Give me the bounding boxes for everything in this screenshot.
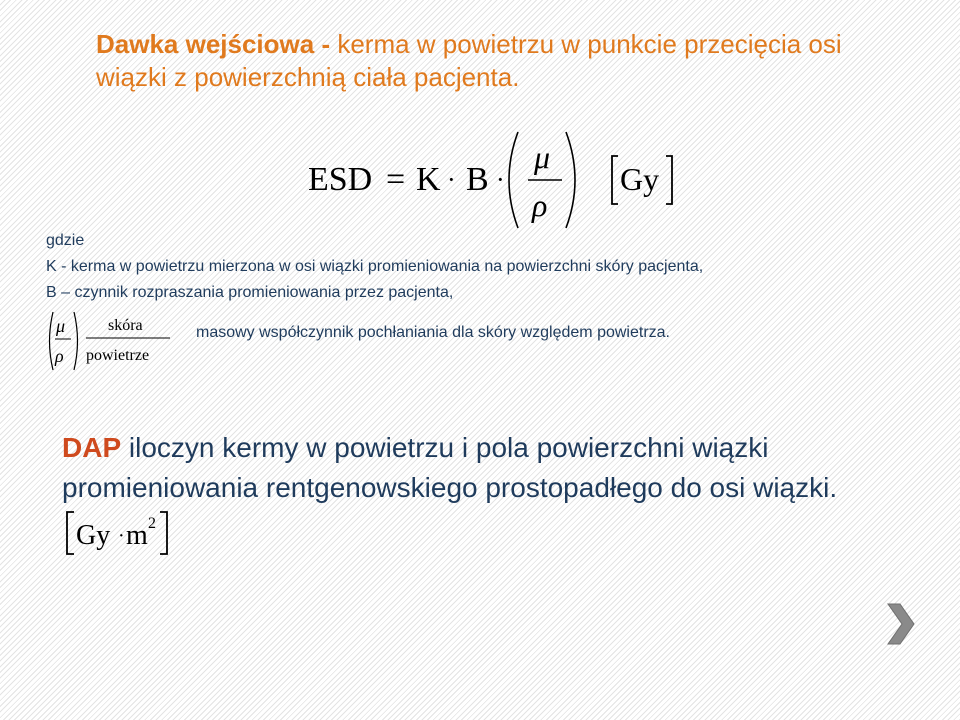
formula-dot-2: · — [496, 165, 505, 194]
ratio-left-paren — [50, 312, 54, 370]
formula-dot-1: · — [447, 165, 456, 194]
ratio-numerator: skóra — [108, 317, 143, 334]
mass-coefficient-ratio — [46, 308, 186, 374]
title-rest: kerma w powietrzu w punkcie przecięcia osi wiązki z powierzchnią ciała pacjenta. — [96, 29, 842, 92]
ratio-right-paren — [74, 312, 78, 370]
formula-left-paren — [509, 132, 518, 228]
dap-definition — [62, 428, 912, 558]
legend-where: gdzie — [46, 232, 85, 249]
ratio-rho: ρ — [55, 346, 64, 366]
formula-mu: μ — [534, 139, 551, 175]
dap-unit — [62, 508, 174, 558]
chevron-shape — [888, 604, 914, 644]
ratio-denominator: powietrze — [86, 347, 150, 364]
dap-unit-dot: · — [118, 525, 125, 547]
formula-k: K — [416, 161, 441, 198]
ratio-mu: μ — [56, 316, 66, 336]
mass-coefficient-description: masowy współczynnik pochłaniania dla skóry względem powietrza. — [196, 324, 670, 341]
legend-k-definition: K - kerma w powietrzu mierzona w osi wiązki promieniowania na powierzchni skóry pacjenta, — [46, 258, 704, 275]
legend-b-definition: B – czynnik rozpraszania promieniowania przez pacjenta, — [46, 284, 454, 301]
formula-right-paren — [566, 132, 575, 228]
slide-title — [96, 28, 916, 94]
dap-unit-left-bracket — [67, 512, 74, 554]
formula-equals: = — [386, 161, 406, 198]
dap-unit-exponent: 2 — [148, 515, 156, 532]
formula-lhs: ESD — [308, 161, 373, 198]
formula-unit-right-bracket — [666, 156, 672, 204]
dap-unit-gy: Gy — [76, 520, 111, 551]
formula-rho: ρ — [532, 187, 548, 223]
dap-term: DAP — [62, 432, 122, 463]
chevron-right-icon[interactable] — [882, 600, 918, 648]
formula-unit-left-bracket — [612, 156, 618, 204]
title-bold: Dawka wejściowa - — [96, 29, 338, 59]
esd-formula — [308, 128, 708, 238]
dap-text: iloczyn kermy w powietrzu i pola powierzchni wiązki promieniowania rentgenowskiego prostopadłego do osi wiązki. — [62, 432, 838, 503]
dap-unit-right-bracket — [160, 512, 167, 554]
dap-unit-m: m — [126, 520, 148, 551]
formula-unit: Gy — [620, 161, 660, 197]
formula-b: B — [466, 161, 489, 198]
